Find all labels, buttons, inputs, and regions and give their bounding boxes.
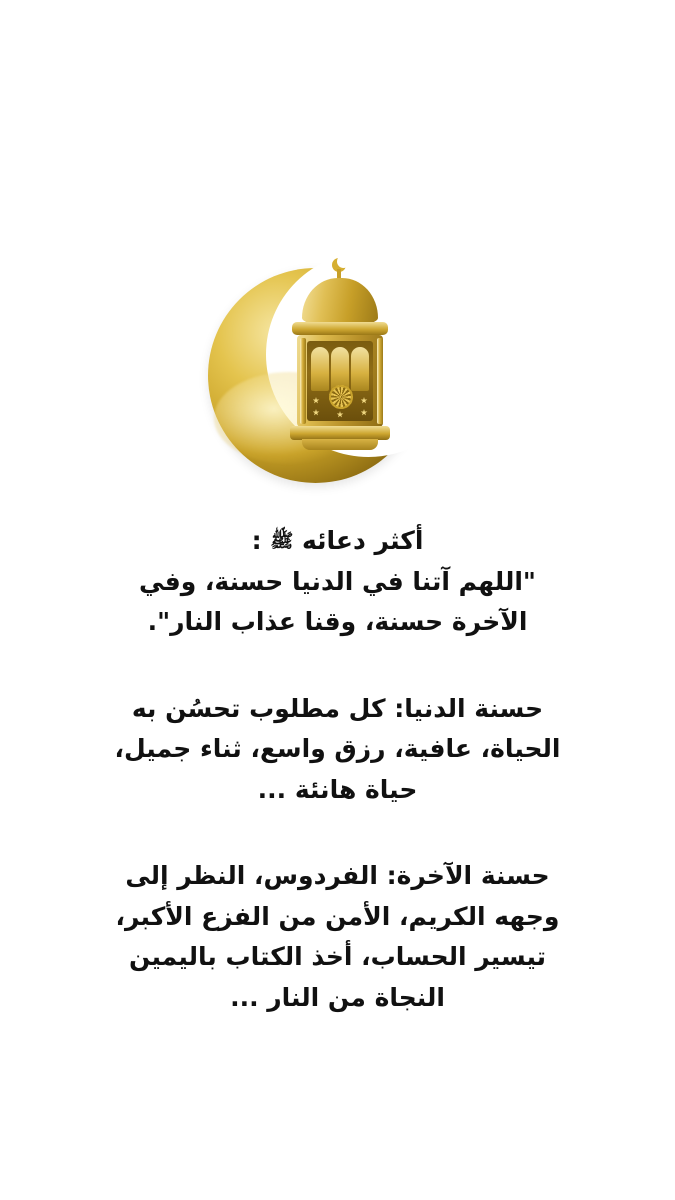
lantern-arch bbox=[351, 347, 369, 391]
intro-line bbox=[60, 521, 615, 562]
lantern-pillar bbox=[300, 338, 306, 424]
star-ornament-icon bbox=[313, 409, 320, 416]
star-ornament-icon bbox=[361, 409, 368, 416]
star-ornament-icon bbox=[313, 397, 320, 404]
dua-quote bbox=[60, 562, 615, 643]
lantern-finial-crescent-icon bbox=[332, 258, 346, 280]
dua-line-2: الآخرة حسنة، وقنا عذاب النار". bbox=[147, 607, 528, 636]
lantern-pillar bbox=[377, 338, 383, 424]
finial-moon-cutout bbox=[337, 255, 350, 268]
intro-suffix-text: : bbox=[251, 526, 262, 555]
lantern-icon bbox=[280, 258, 400, 478]
lantern-base bbox=[290, 426, 390, 440]
worldly-good-line-2: الحياة، عافية، رزق واسع، ثناء جميل، bbox=[114, 734, 561, 763]
peace-be-upon-him-glyph: ﷺ bbox=[270, 530, 294, 552]
hereafter-good-line-4: النجاة من النار ... bbox=[230, 982, 445, 1012]
worldly-good-line-3: حياة هانئة ... bbox=[257, 774, 418, 804]
lantern-dome-ring bbox=[292, 322, 388, 335]
hereafter-good-line-3: تيسير الحساب، أخذ الكتاب باليمين bbox=[128, 942, 547, 971]
intro-prefix-text: أكثر دعائه bbox=[301, 526, 424, 555]
lantern-base-foot bbox=[302, 439, 378, 450]
worldly-good-paragraph bbox=[60, 689, 615, 811]
lantern-body-inner bbox=[307, 341, 373, 421]
lantern-arch bbox=[311, 347, 329, 391]
lantern-dome bbox=[302, 278, 378, 326]
dua-text-area bbox=[0, 521, 675, 1018]
worldly-good-line-1: حسنة الدنيا: كل مطلوب تحسُن به bbox=[131, 693, 544, 723]
hereafter-good-paragraph bbox=[60, 856, 615, 1018]
hereafter-good-line-2: وجهه الكريم، الأمن من الفزع الأكبر، bbox=[115, 901, 560, 931]
dua-line-1: "اللهم آتنا في الدنيا حسنة، وفي bbox=[139, 566, 536, 596]
lantern-rosette-ornament bbox=[329, 385, 353, 409]
hereafter-good-line-1: حسنة الآخرة: الفردوس، النظر إلى bbox=[125, 861, 550, 890]
ramadan-lantern-illustration bbox=[208, 258, 468, 493]
lantern-body bbox=[297, 335, 383, 427]
star-ornament-icon bbox=[361, 397, 368, 404]
star-ornament-icon bbox=[337, 411, 344, 418]
